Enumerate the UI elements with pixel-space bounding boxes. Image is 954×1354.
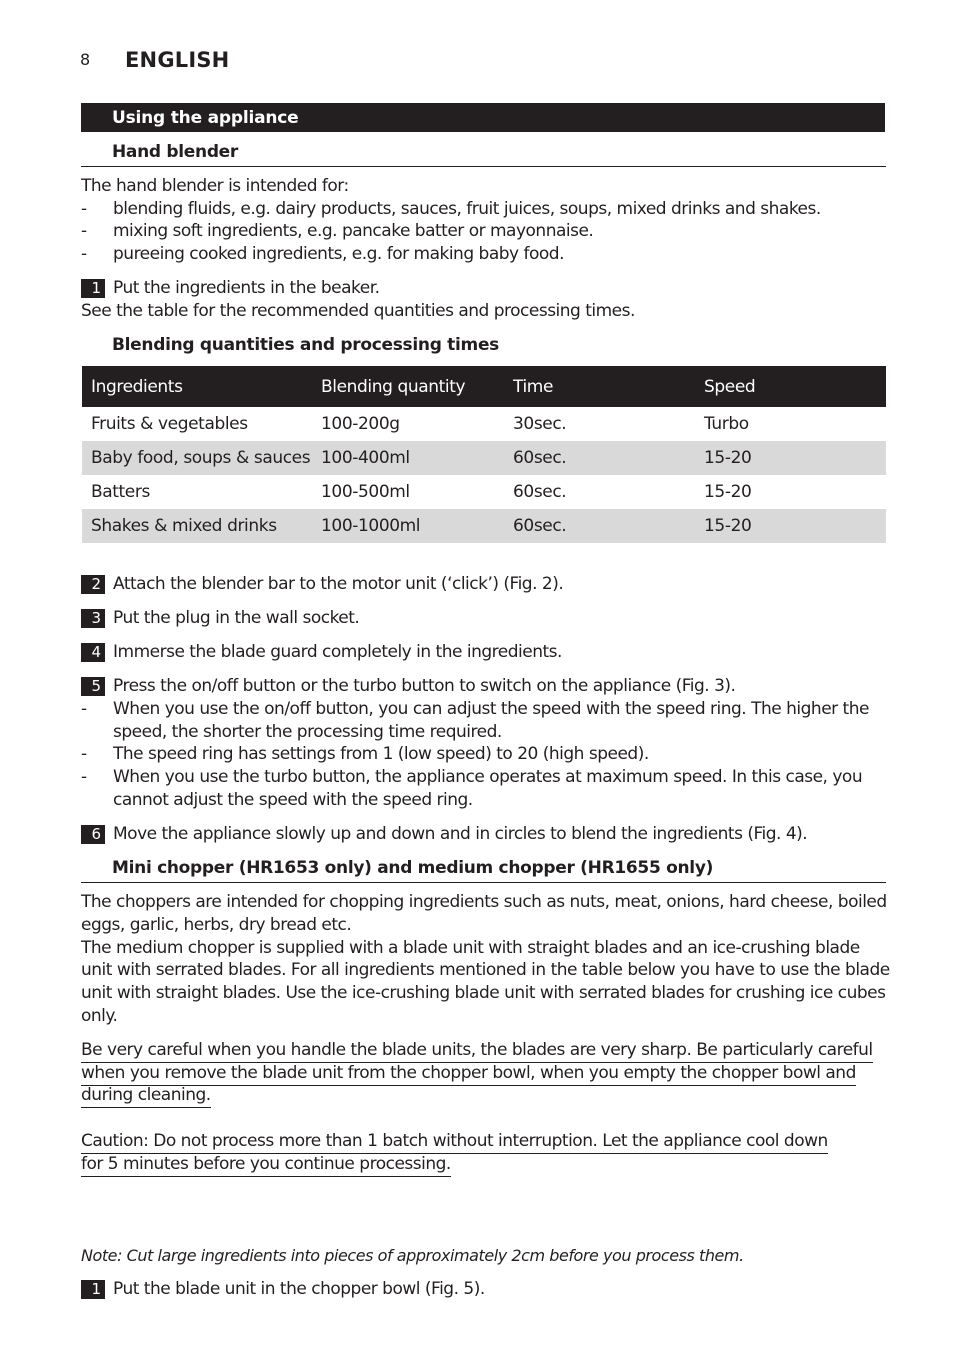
warning-text: when you remove the blade unit from the chopper bowl, when you empty the chopper bowl and	[81, 1062, 856, 1086]
table-cell: 15-20	[695, 509, 886, 543]
step-note: See the table for the recommended quantities and processing times.	[81, 301, 635, 321]
table-header-row	[82, 366, 886, 407]
table-cell: Baby food, soups & sauces	[82, 441, 312, 475]
step-number: 5	[81, 677, 105, 696]
bullet-dash: -	[81, 221, 87, 241]
step-text: Put the ingredients in the beaker.	[113, 278, 380, 298]
column-header: Time	[504, 366, 695, 407]
bullet-item: blending fluids, e.g. dairy products, sauces, fruit juices, soups, mixed drinks and shakes.	[113, 199, 821, 219]
table-row	[82, 407, 886, 441]
page-number: 8	[80, 50, 91, 69]
chopper-paragraph: unit with straight blades. Use the ice-crushing blade unit with serrated blades for crushing ice cubes	[81, 983, 886, 1003]
step-text: Press the on/off button or the turbo button to switch on the appliance (Fig. 3).	[113, 676, 736, 696]
step-text: Attach the blender bar to the motor unit (‘click’) (Fig. 2).	[113, 574, 564, 594]
chopper-paragraph: The choppers are intended for chopping ingredients such as nuts, meat, onions, hard cheese, boiled	[81, 892, 887, 912]
table-cell: 100-200g	[321, 414, 400, 434]
step-number: 1	[81, 1280, 105, 1299]
chopper-paragraph: only.	[81, 1006, 118, 1026]
bullet-item: The speed ring has settings from 1 (low speed) to 20 (high speed).	[113, 744, 649, 764]
table-cell: 100-500ml	[321, 482, 410, 502]
chopper-paragraph: The medium chopper is supplied with a blade unit with straight blades and an ice-crushing blade	[81, 938, 860, 958]
bullet-dash: -	[81, 744, 87, 764]
hand-blender-heading: Hand blender	[112, 142, 239, 162]
bullet-item-continued: cannot adjust the speed with the speed ring.	[113, 790, 473, 810]
bullet-dash: -	[81, 244, 87, 264]
table-cell: 60sec.	[504, 441, 695, 475]
caution-text: for 5 minutes before you continue processing.	[81, 1153, 451, 1177]
step-number: 4	[81, 643, 105, 662]
bullet-item: mixing soft ingredients, e.g. pancake batter or mayonnaise.	[113, 221, 594, 241]
step-number: 3	[81, 609, 105, 628]
table-heading: Blending quantities and processing times	[112, 335, 499, 355]
column-header: Blending quantity	[312, 366, 504, 407]
bullet-dash: -	[81, 699, 87, 719]
step-number: 6	[81, 825, 105, 844]
bullet-dash: -	[81, 767, 87, 787]
table-cell: 60sec.	[513, 482, 567, 502]
bullet-item: pureeing cooked ingredients, e.g. for making baby food.	[113, 244, 564, 264]
table-cell: 100-1000ml	[312, 509, 504, 543]
warning-text: during cleaning.	[81, 1084, 211, 1108]
table-cell: 30sec.	[513, 414, 567, 434]
chopper-paragraph: eggs, garlic, herbs, dry bread etc.	[81, 915, 352, 935]
bullet-dash: -	[81, 199, 87, 219]
table-cell: Shakes & mixed drinks	[82, 509, 312, 543]
table-row	[82, 475, 886, 509]
caution-text: Caution: Do not process more than 1 batch without interruption. Let the appliance cool down	[81, 1130, 828, 1154]
chopper-paragraph: unit with serrated blades. For all ingredients mentioned in the table below you have to use the blade	[81, 960, 890, 980]
column-header: Speed	[695, 366, 886, 407]
section-title: Using the appliance	[112, 108, 299, 128]
heading-rule	[81, 882, 886, 883]
table-cell: 15-20	[695, 441, 886, 475]
step-number: 2	[81, 575, 105, 594]
note-text: Note: Cut large ingredients into pieces of approximately 2cm before you process them.	[81, 1246, 744, 1265]
language-heading: ENGLISH	[125, 48, 230, 72]
bullet-item-continued: speed, the shorter the processing time required.	[113, 722, 502, 742]
chopper-heading: Mini chopper (HR1653 only) and medium chopper (HR1655 only)	[112, 858, 714, 878]
bullet-item: When you use the on/off button, you can adjust the speed with the speed ring. The higher the	[113, 699, 869, 719]
column-header: Ingredients	[82, 366, 312, 407]
bullet-item: When you use the turbo button, the appliance operates at maximum speed. In this case, you	[113, 767, 863, 787]
table-cell: Turbo	[704, 414, 749, 434]
table-cell: Batters	[91, 482, 150, 502]
step-text: Immerse the blade guard completely in the ingredients.	[113, 642, 562, 662]
warning-text: Be very careful when you handle the blade units, the blades are very sharp. Be particularly careful	[81, 1039, 873, 1063]
step-text: Move the appliance slowly up and down and in circles to blend the ingredients (Fig. 4).	[113, 824, 808, 844]
table-cell: 15-20	[704, 482, 752, 502]
heading-rule	[81, 166, 886, 167]
table-cell: Fruits & vegetables	[91, 414, 248, 434]
table-row	[82, 509, 886, 543]
table-cell: 100-400ml	[312, 441, 504, 475]
step-text: Put the blade unit in the chopper bowl (Fig. 5).	[113, 1279, 485, 1299]
intro-text: The hand blender is intended for:	[81, 176, 349, 196]
blending-table	[82, 366, 886, 543]
step-number: 1	[81, 279, 105, 298]
table-cell: 60sec.	[504, 509, 695, 543]
table-row	[82, 441, 886, 475]
step-text: Put the plug in the wall socket.	[113, 608, 360, 628]
